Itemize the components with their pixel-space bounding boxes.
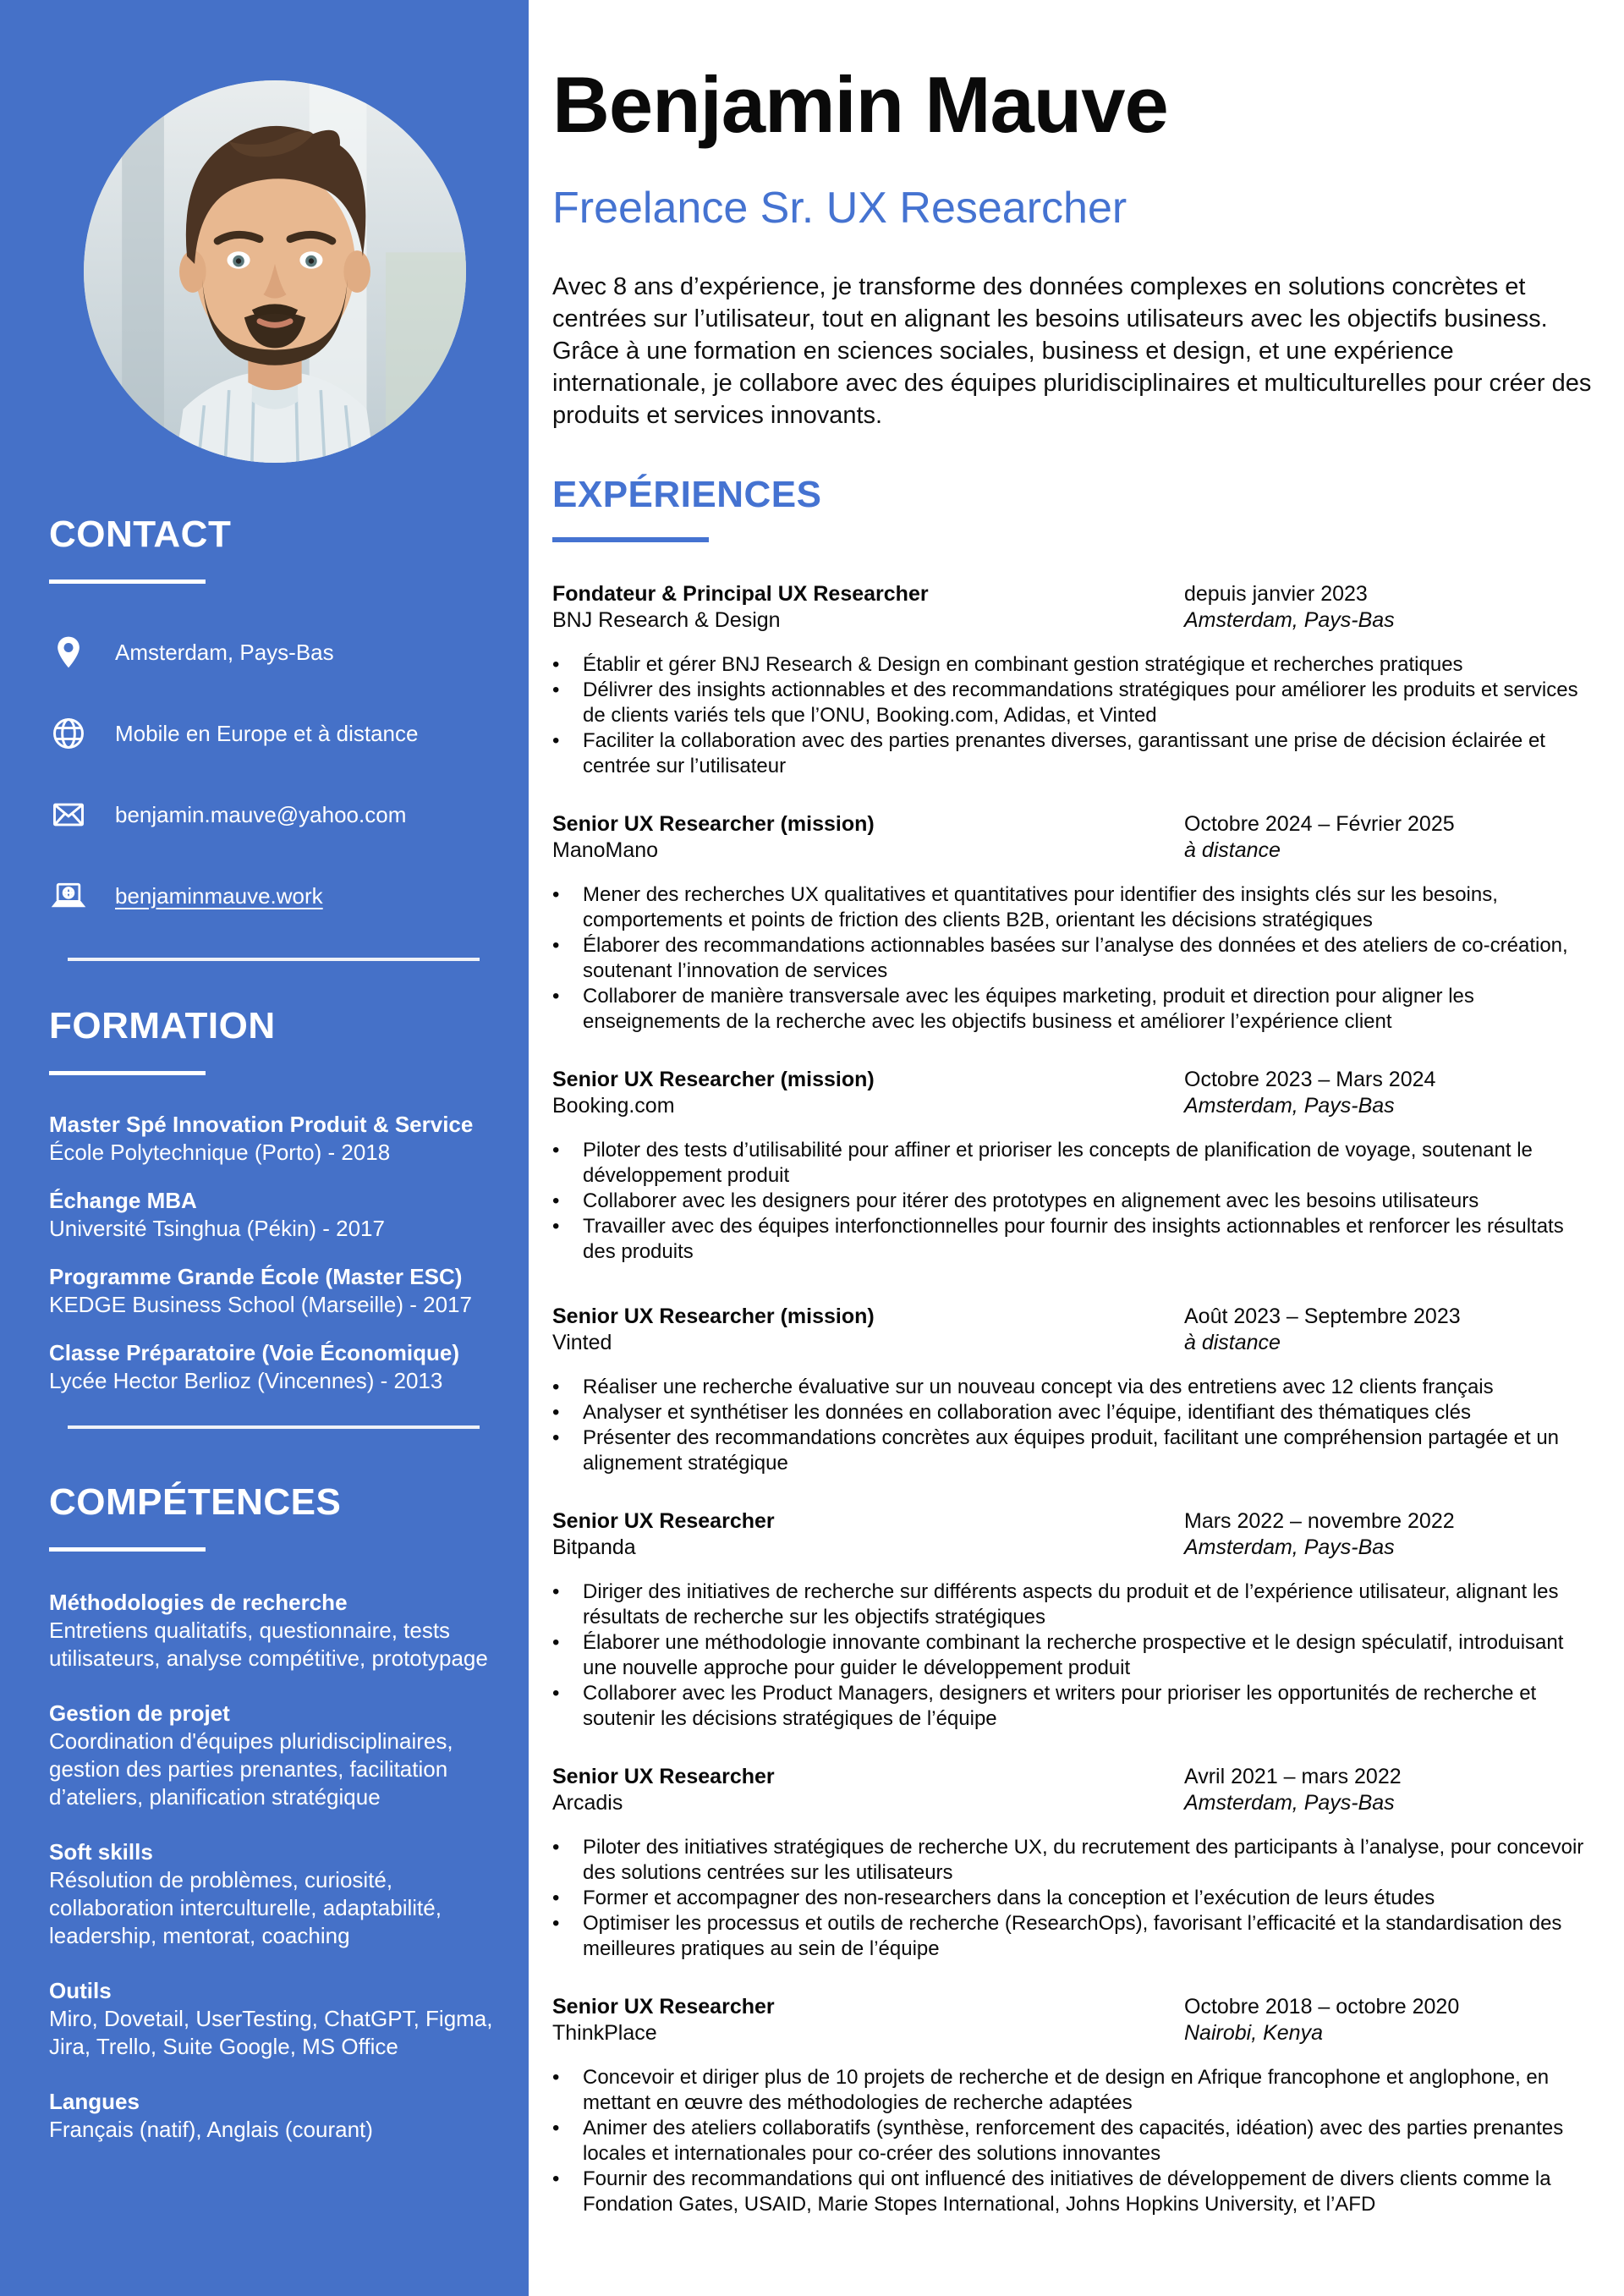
job-location: Nairobi, Kenya (1184, 2021, 1323, 2045)
experience-entry-manomano (552, 811, 1594, 1035)
job-company: BNJ Research & Design (552, 608, 781, 632)
education-degree: Classe Préparatoire (Voie Économique) (49, 1340, 459, 1365)
competences-heading-rule (49, 1547, 206, 1552)
skill-groups (49, 1589, 500, 2144)
job-bullet (552, 1911, 1594, 1962)
job-bullet (552, 933, 1594, 984)
bullet-marker: • (552, 1189, 560, 1212)
bullet-text: Élaborer une méthodologie innovante combinant la recherche prospective et le design spéculatif, introduisant une nouvelle approche pour guider le développement produit (583, 1631, 1564, 1679)
skill-group-text: Entretiens qualitatifs, questionnaire, tests utilisateurs, analyse compétitive, prototypage (49, 1618, 488, 1671)
contact-website-link[interactable]: benjaminmauve.work (115, 882, 323, 909)
contact-location-text: Amsterdam, Pays-Bas (115, 639, 334, 665)
education-degree: Échange MBA (49, 1188, 197, 1213)
profile-summary: Avec 8 ans d’expérience, je transforme des données complexes en solutions concrètes et centrées sur l’utilisateur, tout en alignant les besoins utilisateurs avec les objectifs business. Grâce à une formation en sciences sociales, business et design, et une expérience internationale, je collabore avec des équipes pluridisciplinaires et multiculturelles pour créer des produits et services innovants. (552, 273, 1592, 429)
skill-group-text: Français (natif), Anglais (courant) (49, 2117, 373, 2142)
bullet-marker: • (552, 678, 560, 701)
job-header (552, 1067, 1594, 1119)
job-header (552, 581, 1594, 634)
job-bullet (552, 2116, 1594, 2167)
job-header (552, 1764, 1594, 1816)
job-role: Senior UX Researcher (mission) (552, 812, 875, 836)
bullet-text: Former et accompagner des non-researchers dans la conception et l’exécution de leurs études (583, 1887, 1435, 1909)
job-bullet (552, 882, 1594, 933)
bullet-text: Élaborer des recommandations actionnables basées sur l’analyse des données et des ateliers de co-création, soutenant l’innovation de services (583, 934, 1568, 982)
bullet-marker: • (552, 1215, 560, 1238)
contact-item-website[interactable] (49, 876, 500, 915)
job-bullet (552, 1375, 1594, 1400)
job-header (552, 1304, 1594, 1356)
skill-group-label: Gestion de projet (49, 1700, 230, 1726)
sidebar-divider (68, 1425, 480, 1429)
job-bullets (552, 882, 1594, 1035)
job-bullet (552, 1835, 1594, 1886)
formation-section (49, 1005, 500, 1429)
education-school: Lycée Hector Berlioz (Vincennes) - 2013 (49, 1368, 443, 1393)
job-bullets (552, 1835, 1594, 1962)
job-period: Avril 2021 – mars 2022 (1184, 1765, 1402, 1788)
job-company: Arcadis (552, 1791, 623, 1815)
education-item (49, 1263, 500, 1319)
bullet-text: Concevoir et diriger plus de 10 projets de recherche et de design en Afrique francophone et anglophone, en mettant en œuvre des méthodologies de recherche adaptées (583, 2066, 1550, 2114)
job-location: à distance (1184, 838, 1281, 862)
contact-email-text[interactable]: benjamin.mauve@yahoo.com (115, 801, 407, 827)
bullet-text: Mener des recherches UX qualitatives et quantitatives pour identifier des insights clés sur les besoins, comportements et points de friction des clients B2B, orientant les décisions stratégiques (583, 883, 1498, 931)
job-period: Août 2023 – Septembre 2023 (1184, 1305, 1461, 1328)
job-bullet (552, 1425, 1594, 1476)
laptop-globe-icon (49, 876, 88, 915)
education-item (49, 1187, 500, 1243)
experience-entry-bnj (552, 581, 1594, 779)
job-bullet (552, 678, 1594, 728)
job-bullets (552, 652, 1594, 779)
job-bullet (552, 1579, 1594, 1630)
skill-group-text: Miro, Dovetail, UserTesting, ChatGPT, Figma, Jira, Trello, Suite Google, MS Office (49, 2006, 493, 2059)
bullet-text: Collaborer avec les Product Managers, designers et writers pour prioriser les opportunités de recherche et soutenir les décisions stratégiques de l’équipe (583, 1682, 1537, 1730)
bullet-marker: • (552, 729, 560, 752)
education-list (49, 1111, 500, 1395)
person-name: Benjamin Mauve (552, 60, 1168, 149)
job-role: Senior UX Researcher (mission) (552, 1068, 875, 1091)
bullet-marker: • (552, 653, 560, 676)
skill-group-softskills (49, 1838, 500, 1950)
job-bullets (552, 1579, 1594, 1732)
education-degree: Programme Grande École (Master ESC) (49, 1264, 463, 1289)
profile-photo-illustration (84, 80, 466, 463)
job-header (552, 811, 1594, 864)
job-bullet (552, 728, 1594, 779)
bullet-marker: • (552, 883, 560, 906)
bullet-text: Faciliter la collaboration avec des parties prenantes diverses, garantissant une prise de décision éclairée et centrée sur l’utilisateur (583, 729, 1545, 777)
job-location: à distance (1184, 1331, 1281, 1354)
envelope-icon (49, 795, 88, 834)
job-bullets (552, 1138, 1594, 1265)
bullet-text: Optimiser les processus et outils de recherche (ResearchOps), favorisant l’efficacité et la standardisation des meilleures pratiques au sein de l’équipe (583, 1912, 1562, 1960)
job-period: Octobre 2023 – Mars 2024 (1184, 1068, 1436, 1091)
experience-entry-booking (552, 1067, 1594, 1265)
bullet-text: Piloter des initiatives stratégiques de recherche UX, du recrutement des participants à l’analyse, pour concevoir des solutions centrées sur les utilisateurs (583, 1836, 1584, 1884)
experience-entry-bitpanda (552, 1508, 1594, 1732)
skill-group-text: Résolution de problèmes, curiosité, collaboration interculturelle, adaptabilité, leadership, mentorat, coaching (49, 1867, 442, 1948)
bullet-marker: • (552, 1912, 560, 1935)
job-location: Amsterdam, Pays-Bas (1184, 1791, 1395, 1815)
bullet-marker: • (552, 1426, 560, 1449)
bullet-text: Collaborer de manière transversale avec les équipes marketing, produit et direction pour aligner les enseignements de la recherche avec les objectifs business et améliorer l’expérience client (583, 985, 1474, 1033)
experience-list (552, 581, 1594, 2217)
job-bullet (552, 2065, 1594, 2116)
contact-section (49, 514, 500, 961)
job-bullet (552, 984, 1594, 1035)
education-school: Université Tsinghua (Pékin) - 2017 (49, 1216, 385, 1241)
job-location: Amsterdam, Pays-Bas (1184, 1535, 1395, 1559)
job-period: Mars 2022 – novembre 2022 (1184, 1509, 1455, 1533)
sidebar-divider (68, 958, 480, 961)
experience-entry-arcadis (552, 1764, 1594, 1962)
skill-group-label: Méthodologies de recherche (49, 1590, 348, 1615)
job-bullet (552, 1138, 1594, 1189)
bullet-text: Réaliser une recherche évaluative sur un nouveau concept via des entretiens avec 12 clients français (583, 1376, 1494, 1398)
job-location: Amsterdam, Pays-Bas (1184, 608, 1395, 632)
bullet-text: Diriger des initiatives de recherche sur différents aspects du produit et de l’expérience utilisateur, alignant les résultats de recherche sur les objectifs stratégiques (583, 1580, 1559, 1629)
job-company: ThinkPlace (552, 2021, 657, 2045)
job-bullets (552, 2065, 1594, 2217)
formation-heading-rule (49, 1071, 206, 1075)
bullet-marker: • (552, 2066, 560, 2089)
bullet-text: Délivrer des insights actionnables et des recommandations stratégiques pour améliorer les produits et services de clients variés tels que l’ONU, Booking.com, Adidas, et Vinted (583, 678, 1578, 727)
contact-heading-rule (49, 579, 206, 584)
job-company: Bitpanda (552, 1535, 636, 1559)
job-period: Octobre 2024 – Février 2025 (1184, 812, 1455, 836)
bullet-text: Présenter des recommandations concrètes aux équipes produit, facilitant une compréhension partagée et un alignement stratégique (583, 1426, 1560, 1475)
bullet-marker: • (552, 1836, 560, 1859)
education-school: KEDGE Business School (Marseille) - 2017 (49, 1292, 472, 1317)
bullet-text: Travailler avec des équipes interfonctionnelles pour fournir des insights actionnables et renforcer les résultats des produits (583, 1215, 1564, 1263)
person-job-title: Freelance Sr. UX Researcher (552, 184, 1127, 233)
job-bullets (552, 1375, 1594, 1476)
job-bullet (552, 2167, 1594, 2217)
contact-item-email[interactable] (49, 795, 500, 834)
bullet-marker: • (552, 1580, 560, 1603)
job-bullet (552, 1214, 1594, 1265)
education-item (49, 1339, 500, 1395)
job-role: Senior UX Researcher (552, 1995, 775, 2019)
bullet-marker: • (552, 1376, 560, 1398)
bullet-marker: • (552, 1139, 560, 1162)
skill-group-label: Outils (49, 1978, 112, 2003)
location-pin-icon (49, 633, 88, 672)
bullet-text: Piloter des tests d’utilisabilité pour affiner et prioriser les concepts de planification de voyage, soutenant le développement produit (583, 1139, 1533, 1187)
skill-group-methodologies (49, 1589, 500, 1673)
bullet-marker: • (552, 1401, 560, 1424)
job-company: Booking.com (552, 1094, 675, 1118)
job-bullet (552, 1681, 1594, 1732)
job-role: Senior UX Researcher (mission) (552, 1305, 875, 1328)
contact-item-location (49, 633, 500, 672)
bullet-marker: • (552, 2117, 560, 2139)
job-location: Amsterdam, Pays-Bas (1184, 1094, 1395, 1118)
bullet-marker: • (552, 985, 560, 1008)
job-company: Vinted (552, 1331, 612, 1354)
education-degree: Master Spé Innovation Produit & Service (49, 1112, 474, 1137)
bullet-text: Animer des ateliers collaboratifs (synthèse, renforcement des capacités, idéation) avec des parties prenantes locales et internationales pour co-créer des solutions innovantes (583, 2117, 1564, 2165)
contact-heading: CONTACT (49, 514, 232, 555)
experiences-heading-rule (552, 537, 709, 542)
job-bullet (552, 1400, 1594, 1425)
bullet-marker: • (552, 934, 560, 957)
formation-heading: FORMATION (49, 1005, 276, 1046)
experiences-heading: EXPÉRIENCES (552, 474, 822, 515)
job-company: ManoMano (552, 838, 659, 862)
bullet-text: Fournir des recommandations qui ont influencé des initiatives de développement de divers clients comme la Fondation Gates, USAID, Marie Stopes International, Johns Hopkins University, et l’AFD (583, 2167, 1551, 2216)
skill-group-gestion (49, 1700, 500, 1811)
experience-entry-vinted (552, 1304, 1594, 1476)
skill-group-text: Coordination d'équipes pluridisciplinaires, gestion des parties prenantes, facilitation d’ateliers, planification stratégique (49, 1728, 453, 1810)
skill-group-label: Soft skills (49, 1839, 153, 1865)
bullet-text: Établir et gérer BNJ Research & Design en combinant gestion stratégique et recherches pratiques (583, 653, 1463, 676)
education-item (49, 1111, 500, 1167)
globe-icon (49, 714, 88, 753)
job-bullet (552, 1630, 1594, 1681)
job-role: Senior UX Researcher (552, 1509, 775, 1533)
skill-group-label: Langues (49, 2089, 140, 2114)
profile-photo (84, 80, 466, 463)
job-period: Octobre 2018 – octobre 2020 (1184, 1995, 1460, 2019)
contact-list (49, 633, 500, 915)
bullet-text: Collaborer avec les designers pour itérer des prototypes en alignement avec les besoins utilisateurs (583, 1189, 1479, 1212)
bullet-marker: • (552, 2167, 560, 2190)
bullet-marker: • (552, 1887, 560, 1909)
job-header (552, 1994, 1594, 2046)
job-period: depuis janvier 2023 (1184, 582, 1368, 606)
job-bullet (552, 652, 1594, 678)
education-school: École Polytechnique (Porto) - 2018 (49, 1140, 391, 1165)
job-role: Senior UX Researcher (552, 1765, 775, 1788)
skill-group-outils (49, 1977, 500, 2061)
job-bullet (552, 1886, 1594, 1911)
contact-mobility-text: Mobile en Europe et à distance (115, 720, 419, 746)
main-column (529, 0, 1624, 2296)
job-role: Fondateur & Principal UX Researcher (552, 582, 929, 606)
competences-heading: COMPÉTENCES (49, 1481, 342, 1523)
contact-item-mobility (49, 714, 500, 753)
bullet-marker: • (552, 1631, 560, 1654)
bullet-marker: • (552, 1682, 560, 1705)
job-bullet (552, 1189, 1594, 1214)
experience-entry-thinkplace (552, 1994, 1594, 2217)
competences-section (49, 1481, 500, 2144)
bullet-text: Analyser et synthétiser les données en collaboration avec l’équipe, identifiant des thématiques clés (583, 1401, 1471, 1424)
job-header (552, 1508, 1594, 1561)
sidebar (0, 0, 529, 2296)
skill-group-langues (49, 2088, 500, 2144)
